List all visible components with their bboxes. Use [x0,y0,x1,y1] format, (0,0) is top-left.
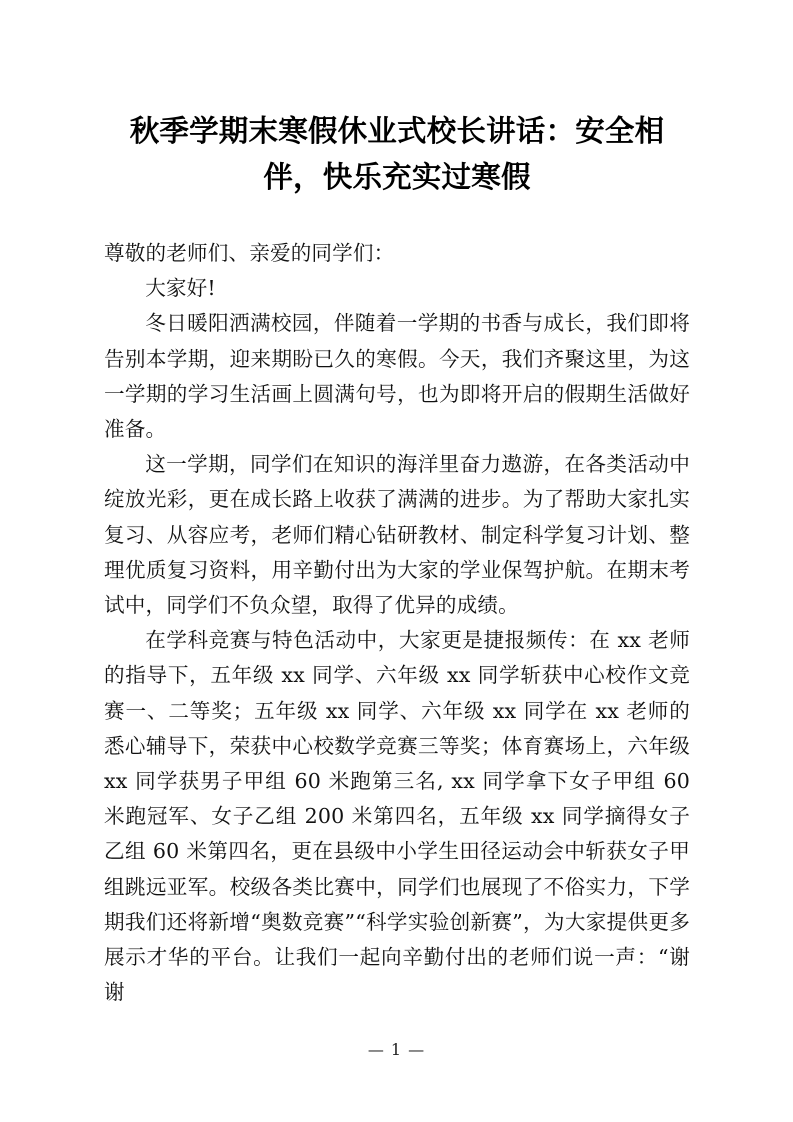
page-number-footer: — 1 — [367,1040,426,1059]
page-title: 秋季学期末寒假休业式校长讲话：安全相伴，快乐充实过寒假 [129,114,665,194]
body-paragraph-2: 这一学期，同学们在知识的海洋里奋力遨游，在各类活动中绽放光彩，更在成长路上收获了满满的进步。为了帮助大家扎实复习、从容应考，老师们精心钻研教材、制定科学复习计划、整理优质复习资料，用辛勤付出为大家的学业保驾护航。在期末考试中，同学们不负众望，取得了优异的成绩。 [104,452,690,618]
document-body [104,236,690,1010]
salutation-line: 尊敬的老师们、亲爱的同学们： [104,241,395,265]
greeting-line: 大家好! [145,276,216,301]
body-paragraph-3: 在学科竞赛与特色活动中，大家更是捷报频传：在 xx 老师的指导下，五年级 xx 同学、六年级 xx 同学斩获中心校作文竞赛一、二等奖；五年级 xx 同学、六年级 xx 同学在 xx 老师的悉心辅导下，荣获中心校数学竞赛三等奖；体育赛场上，六年级 xx 同学获男子甲组 60 米跑第三名, xx 同学拿下女子甲组 60 米跑冠军、女子乙组 200 米第四名，五年级 xx 同学摘得女子乙组 60 米第四名，更在县级中小学生田径运动会中斩获女子甲组跳远亚军。校级各类比赛中，同学们也展现了不俗实力，下学期我们还将新增“奥数竞赛”“科学实验创新赛”，为大家提供更多展示才华的平台。让我们一起向辛勤付出的老师们说一声：“谢谢 [104,628,690,1005]
body-paragraph-1: 冬日暖阳洒满校园，伴随着一学期的书香与成长，我们即将告别本学期，迎来期盼已久的寒假。今天，我们齐聚这里，为这一学期的学习生活画上圆满句号，也为即将开启的假期生活做好准备。 [104,311,690,442]
